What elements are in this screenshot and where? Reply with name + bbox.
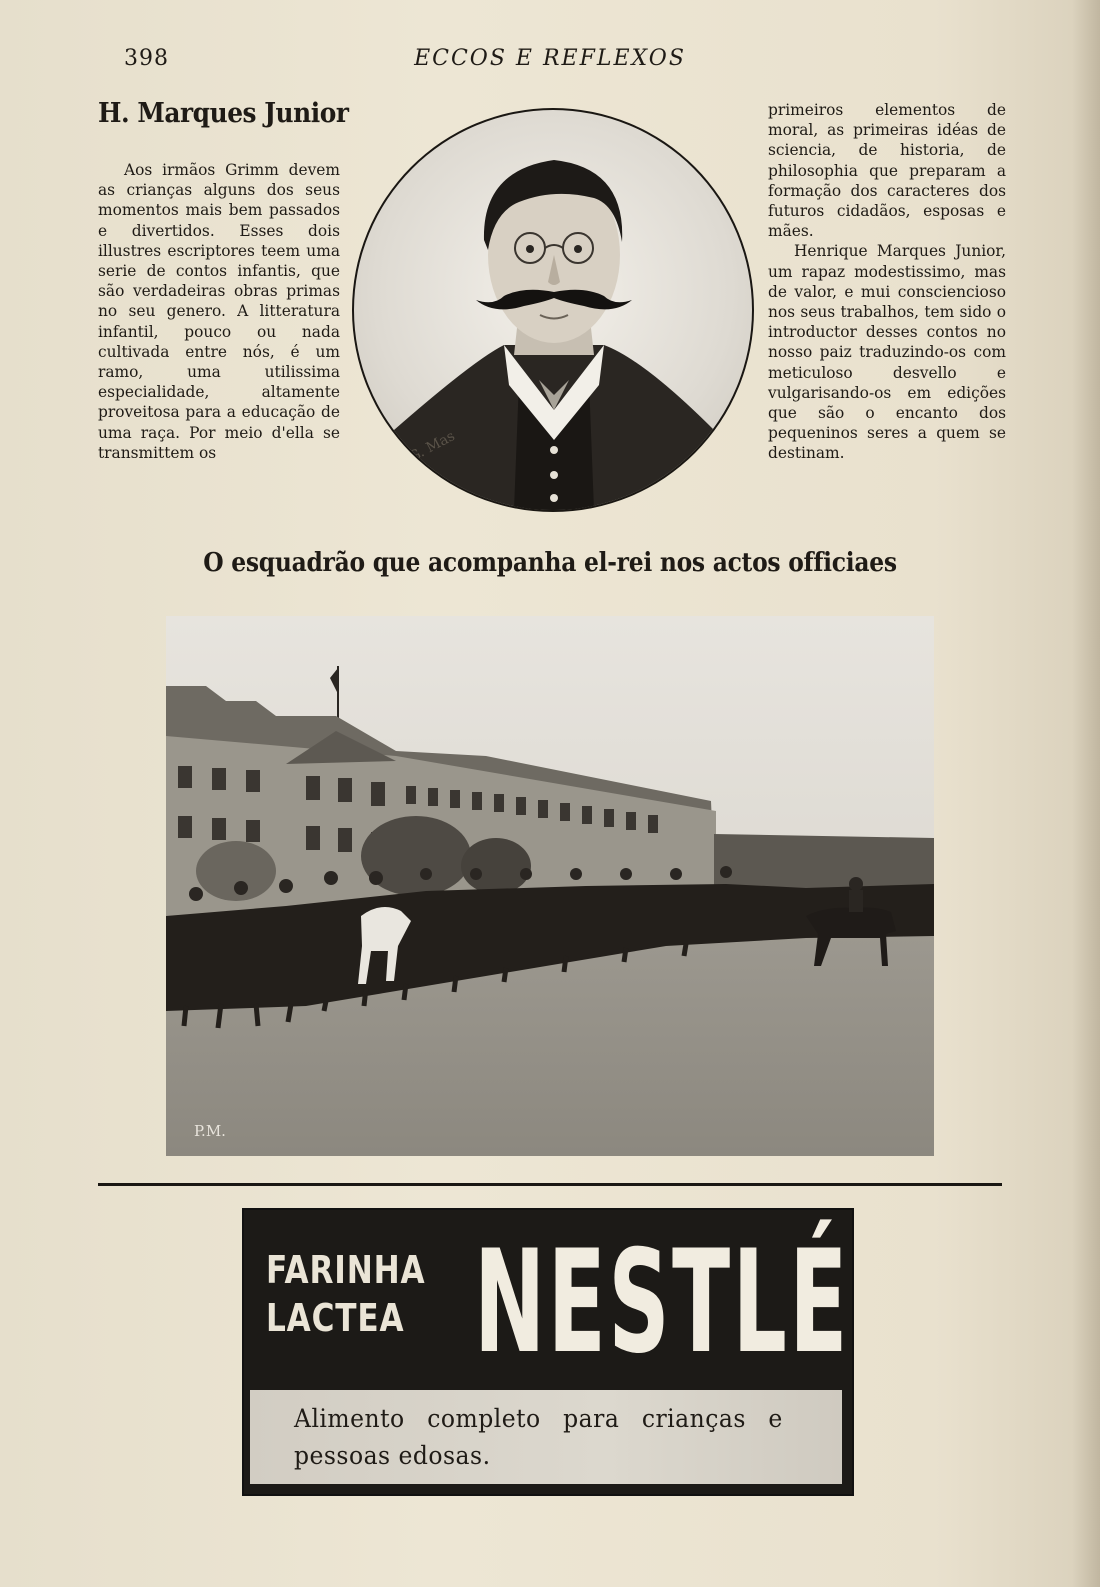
squadron-photo-illustration bbox=[166, 616, 934, 1156]
portrait-engraver-mark: G. Mas bbox=[406, 428, 458, 466]
right-column-text-1: primeiros elementos de moral, as primeiras idéas de sciencia, de historia, de philosophia que preparam a formação dos caracteres dos futuros cidadãos, esposas e mães. bbox=[768, 101, 1006, 241]
feature-headline: O esquadrão que acompanha el-rei nos actos officiaes bbox=[203, 548, 897, 578]
ad-product-line-1: FARINHA bbox=[266, 1248, 426, 1292]
portrait-button bbox=[550, 446, 558, 454]
ad-brand-name: NESTLÉ bbox=[474, 1220, 850, 1385]
article-left-column bbox=[98, 160, 340, 463]
portrait-photo bbox=[352, 108, 754, 512]
photo-photographer-mark: P.M. bbox=[194, 1122, 226, 1140]
portrait-illustration bbox=[354, 110, 752, 510]
ad-product-line-2: LACTEA bbox=[266, 1296, 405, 1340]
page-edge-shadow bbox=[1072, 0, 1100, 1587]
cavalry-squadron-photo bbox=[166, 616, 934, 1156]
ad-tagline: Alimento completo para crianças e pessoas edosas. bbox=[294, 1404, 783, 1470]
section-rule bbox=[98, 1183, 1002, 1186]
portrait-button bbox=[550, 494, 558, 502]
running-title: ECCOS E REFLEXOS bbox=[414, 46, 686, 71]
article-right-column bbox=[768, 100, 1006, 464]
left-column-text: Aos irmãos Grimm devem as crianças alguns dos seus momentos mais bem passados e divertidos. Esses dois illustres escriptores teem uma serie de contos infantis, que são verdadeiras obras primas no seu genero. A litteratura infantil, pouco ou nada cultivada entre nós, é um ramo, uma utilissima especialidade, altamente proveitosa para a educação de uma raça. Por meio d'ella se transmittem os bbox=[98, 161, 340, 462]
right-column-text-2: Henrique Marques Junior, um rapaz modestissimo, mas de valor, e mui consciencioso nos seus trabalhos, tem sido o introductor desses contos no nosso paiz traduzindo-os com meticuloso desvello e vulgarisando-os em edições que são o encanto dos pequeninos seres a quem se destinam. bbox=[768, 242, 1006, 463]
portrait-button bbox=[550, 471, 558, 479]
nestle-advertisement bbox=[242, 1208, 854, 1496]
ad-tagline-box bbox=[250, 1390, 842, 1484]
tree bbox=[461, 838, 531, 894]
ad-product-name bbox=[266, 1246, 425, 1342]
page-number: 398 bbox=[124, 46, 169, 71]
article-title: H. Marques Junior bbox=[98, 98, 349, 129]
